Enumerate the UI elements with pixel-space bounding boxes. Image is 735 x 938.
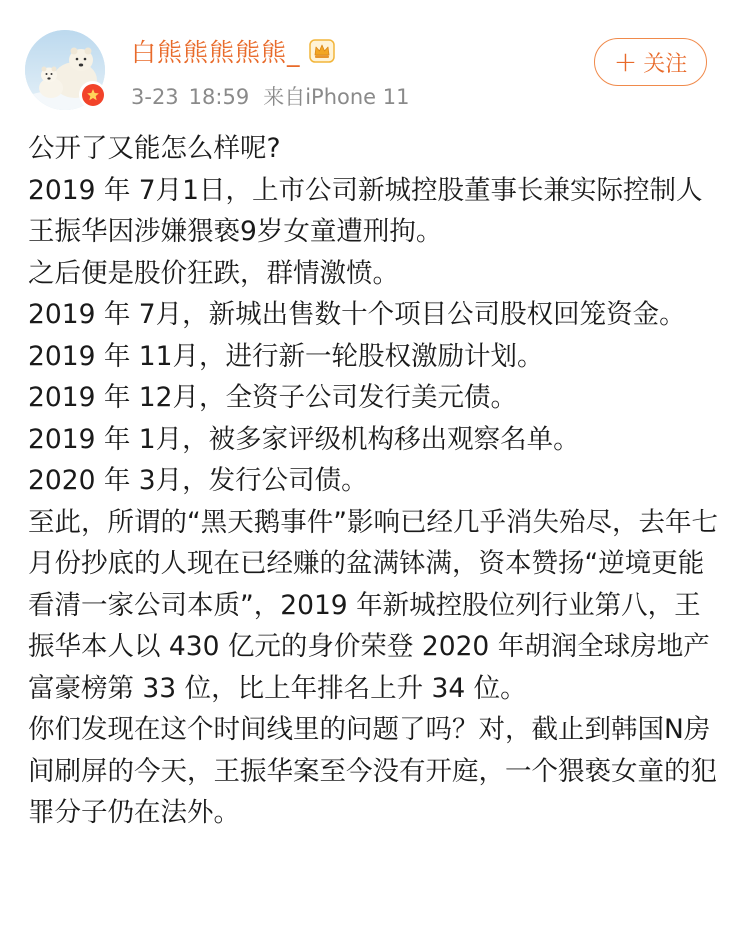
post-line: 你们发现在这个时间线里的问题了吗？对，截止到韩国N房间刷屏的今天，王振华案至今没有开庭，一个猥亵女童的犯罪分子仍在法外。 xyxy=(28,714,717,828)
post-line: 之后便是股价狂跌，群情激愤。 xyxy=(28,257,399,289)
post-time: 18:59 xyxy=(188,85,250,109)
post-meta xyxy=(131,81,410,111)
username[interactable]: 白熊熊熊熊熊_ xyxy=(131,38,301,67)
post-line: 2020 年 3月，发行公司债。 xyxy=(28,465,368,496)
verified-star-icon xyxy=(79,81,106,108)
follow-button[interactable] xyxy=(594,38,707,86)
post-line: 2019 年 7月，新城出售数十个项目公司股权回笼资金。 xyxy=(28,299,686,330)
post-line: 2019 年 12月，全资子公司发行美元债。 xyxy=(28,382,518,413)
post-line: 2019 年 7月1日，上市公司新城控股董事长兼实际控制人王振华因涉嫌猥亵9岁女童遭刑拘。 xyxy=(28,174,703,247)
post-line: 公开了又能怎么样呢? xyxy=(28,133,281,164)
plus-icon: + xyxy=(613,45,638,78)
post-line: 2019 年 1月，被多家评级机构移出观察名单。 xyxy=(28,423,580,455)
post-header xyxy=(0,0,735,120)
crown-icon[interactable] xyxy=(309,39,335,63)
follow-label: 关注 xyxy=(643,51,688,77)
username-row xyxy=(131,36,335,66)
post-date: 3-23 xyxy=(131,85,179,109)
post-line: 2019 年 11月，进行新一轮股权激励计划。 xyxy=(28,340,544,372)
post-source: 来自iPhone 11 xyxy=(263,85,410,109)
post-body xyxy=(28,128,718,834)
post-line: 至此，所谓的“黑天鹅事件”影响已经几乎消失殆尽，去年七月份抄底的人现在已经赚的盆满钵满，资本赞扬“逆境更能看清一家公司本质”，2019 年新城控股位列行业第八，王振华本人以 430 亿元的身价荣登 2020 年胡润全球房地产富豪榜第 33 位，比上年排名上升 34 位。 xyxy=(28,506,718,704)
